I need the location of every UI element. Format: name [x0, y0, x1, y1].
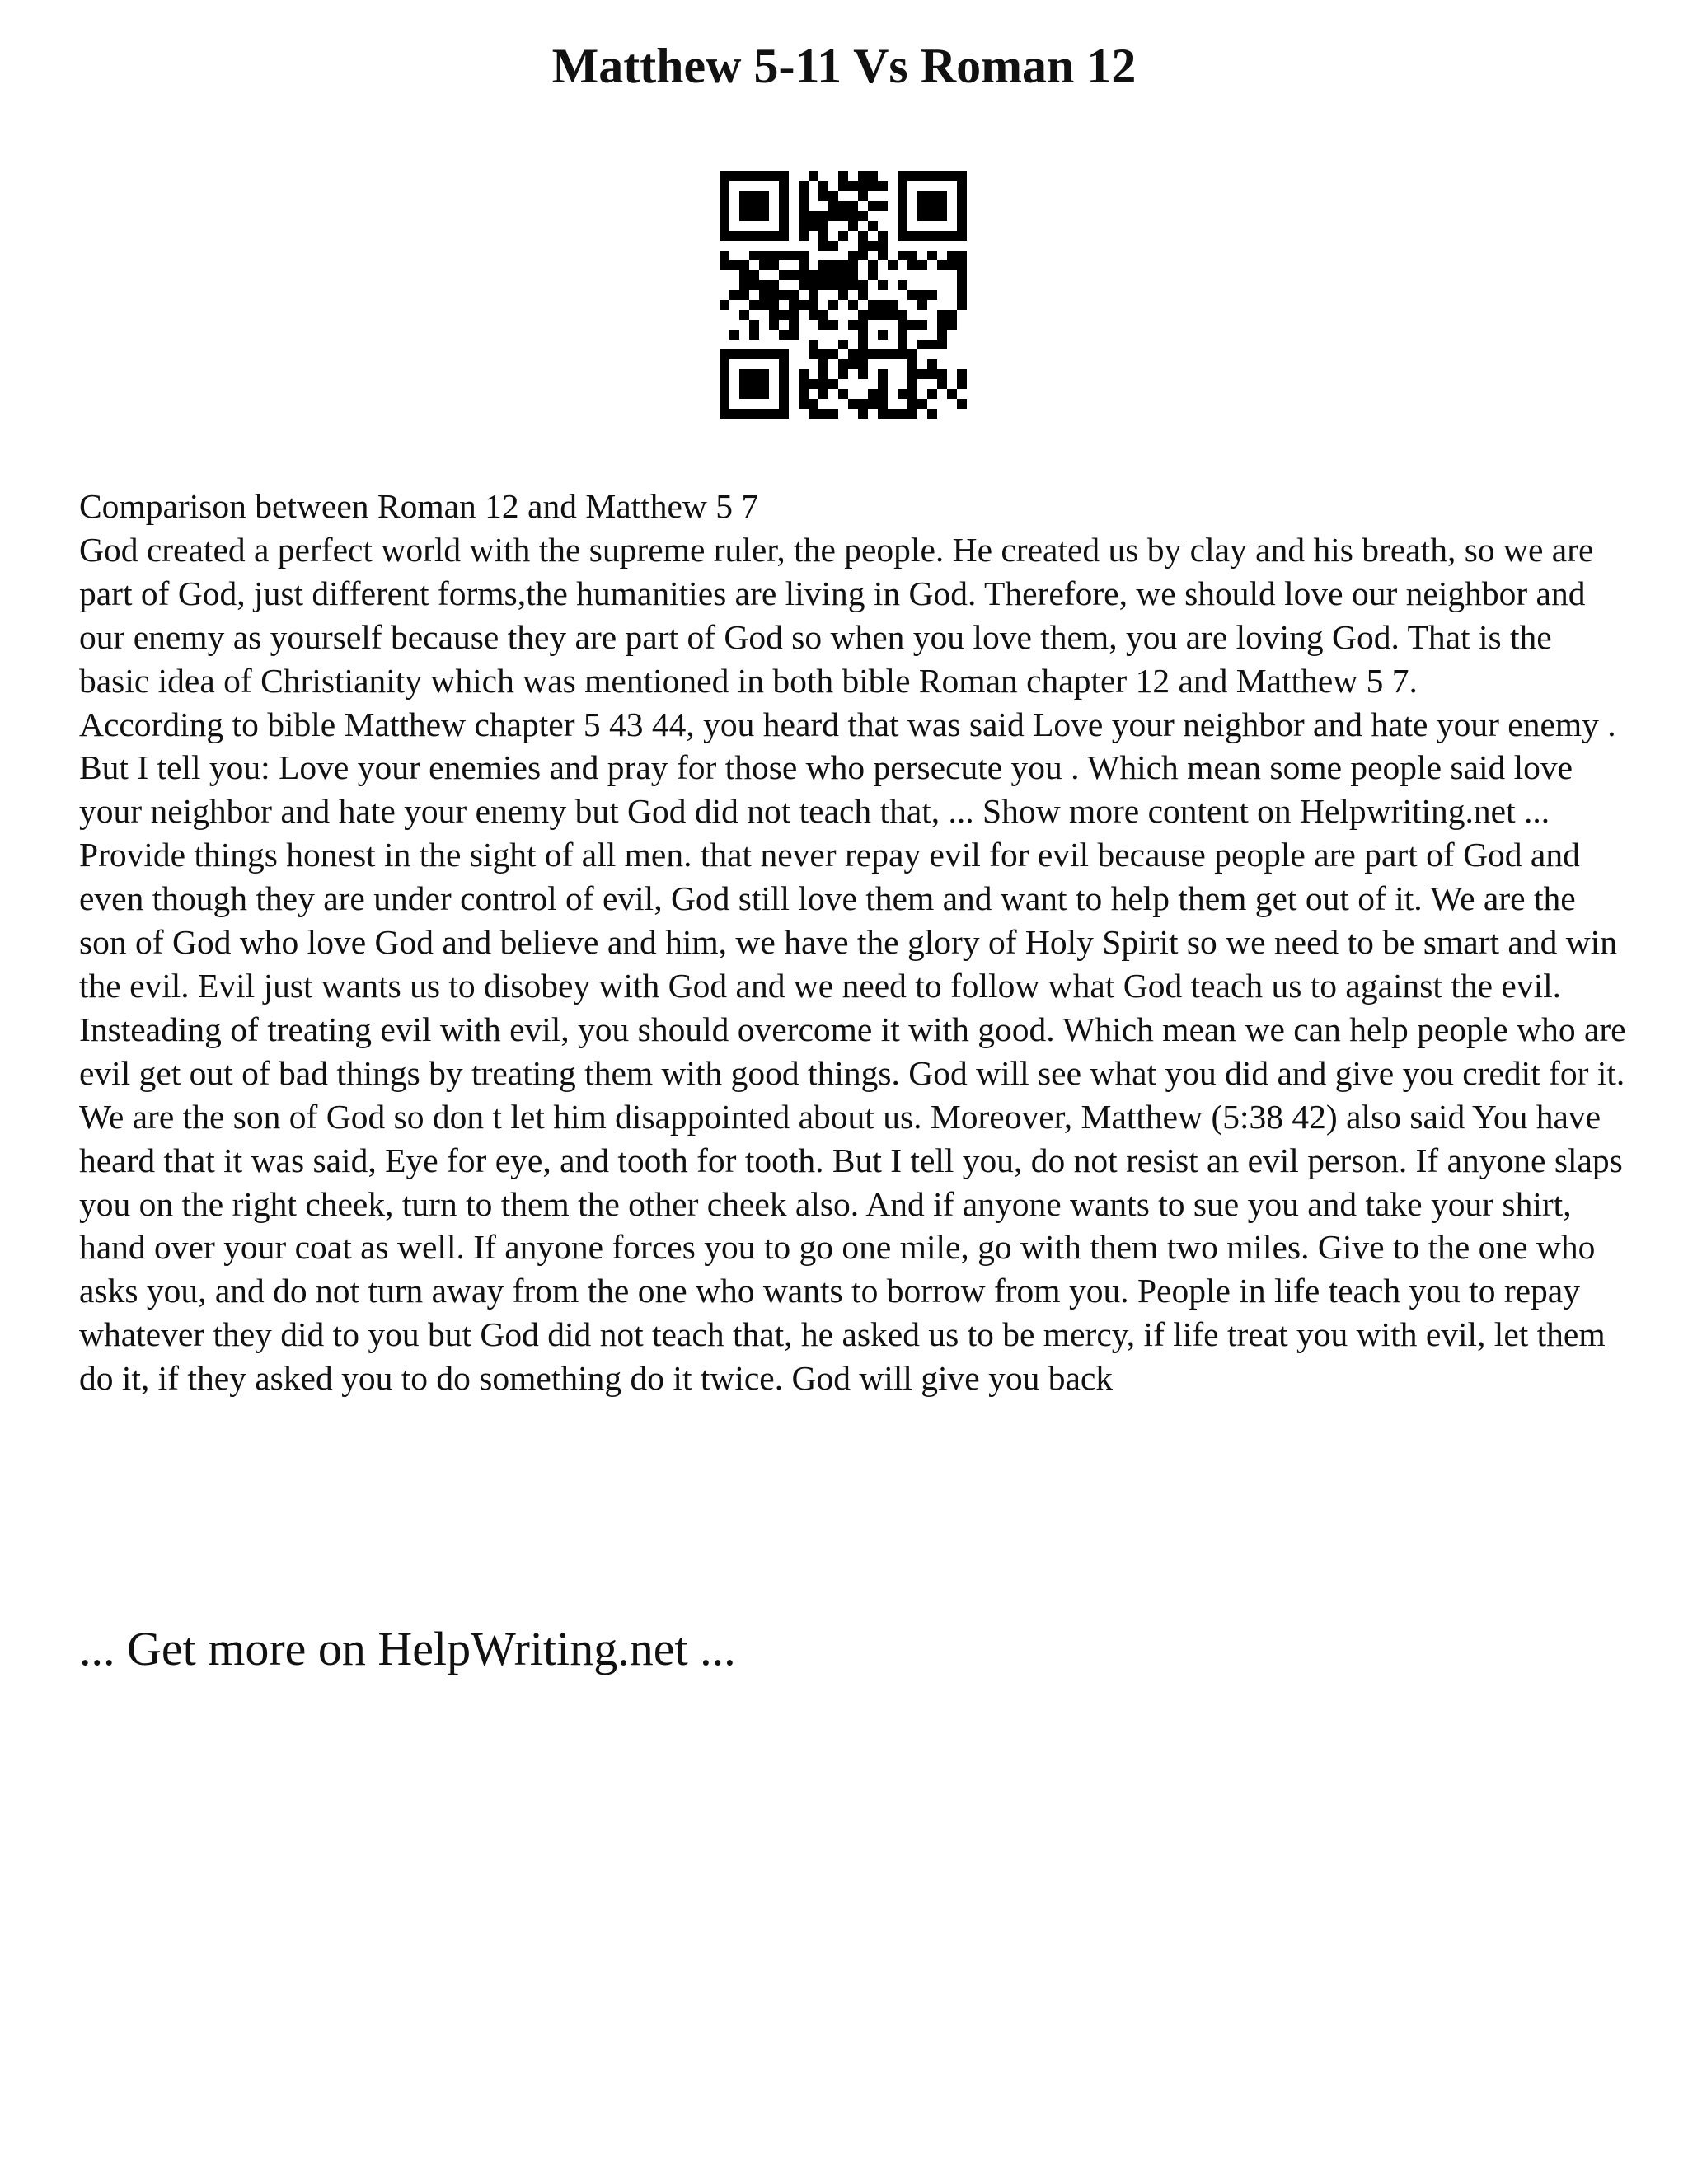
page-title: Matthew 5-11 Vs Roman 12 — [551, 39, 1137, 93]
article-paragraph: Provide things honest in the sight of all men. that never repay evil for evil because people are part of God and even though they are under control of evil, God still love them and want to help them get out of it. We are the son of God who love God and believe and him, we have the glory of Holy Spirit so we need to be smart and win the evil. Evil just wants us to disobey with God and we need to follow what God teach us to against the evil. Insteading of treating evil with evil, you should overcome it with good. Which mean we can help people who are evil get out of bad things by treating them with good things. God will see what you did and give you credit for it. We are the son of God so don t let him disappointed about us. Moreover, Matthew (5:38 42) also said You have heard that it was said, Eye for eye, and tooth for tooth. But I tell you, do not resist an evil person. If anyone slaps you on the right cheek, turn to them the other cheek also. And if anyone wants to sue you and take your shirt, hand over your coat as well. If anyone forces you to go one mile, go with them two miles. Give to the one who asks you, and do not turn away from the one who wants to borrow from you. People in life teach you to repay whatever they did to you but God did not teach that, he asked us to be mercy, if life treat you with evil, let them do it, if they asked you to do something do it twice. God will give you back — [79, 836, 1626, 1398]
get-more-link[interactable]: ... Get more on HelpWriting.net ... — [79, 1622, 736, 1675]
qr-code-icon — [720, 171, 967, 419]
article-paragraph: God created a perfect world with the supreme ruler, the people. He created us by clay and his breath, so we are part of God, just different forms,the humanities are living in God. Therefore, we should love our neighbor and our enemy as yourself because they are part of God so when you love them, you are loving God. That is the basic idea of Christianity which was mentioned in both bible Roman chapter 12 and Matthew 5 7. — [79, 530, 1594, 700]
article-paragraph: Comparison between Roman 12 and Matthew 5 7 — [79, 487, 759, 525]
article-body — [79, 485, 1629, 1400]
article-paragraph: According to bible Matthew chapter 5 43 44, you heard that was said Love your neighbor and hate your enemy . But I tell you: Love your enemies and pray for those who persecute you . Which mean some people said love your neighbor and hate your enemy but God did not teach that, ... Show more content on Helpwriting.net ... — [79, 705, 1616, 831]
